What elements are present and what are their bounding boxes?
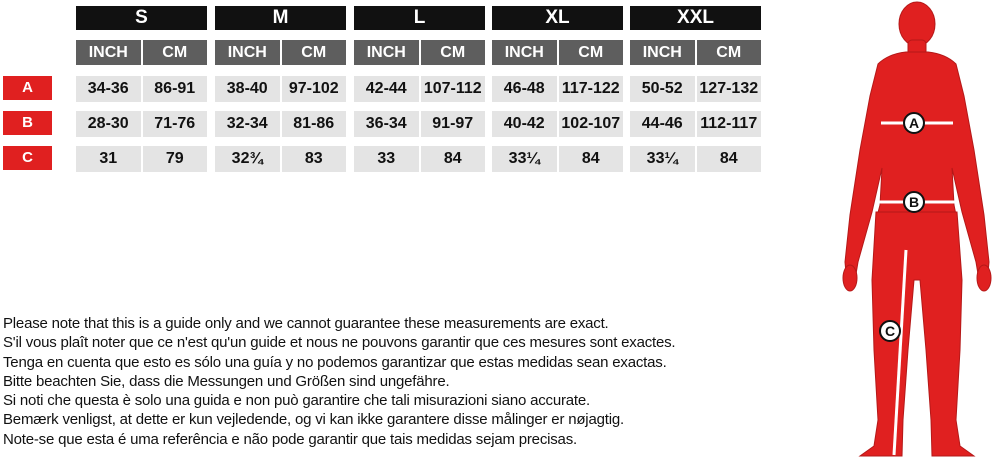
unit-header-row (492, 40, 623, 65)
value-inch: 40-42 (492, 111, 557, 137)
unit-cm: CM (143, 40, 208, 65)
size-row-b (215, 111, 346, 137)
note-french: S'il vous plaît noter que ce n'est qu'un guide et nous ne pouvons garantir que ces mesures sont exactes. (3, 334, 676, 352)
body-measurement-figure (826, 0, 1000, 461)
size-row-a (630, 76, 761, 102)
marker-a (904, 113, 924, 133)
svg-text:C: C (884, 323, 896, 339)
svg-text:A: A (908, 115, 920, 131)
size-column-xxl (630, 6, 761, 181)
size-header: L (354, 6, 485, 30)
size-row-a (76, 76, 207, 102)
value-inch: 33 (354, 146, 419, 172)
body-silhouette-icon (826, 0, 1000, 461)
value-inch: 32-34 (215, 111, 280, 137)
value-cm: 91-97 (421, 111, 486, 137)
value-inch: 31 (76, 146, 141, 172)
unit-header-row (630, 40, 761, 65)
row-label-c: C (3, 146, 52, 170)
note-english: Please note that this is a guide only and we cannot guarantee these measurements are exact. (3, 315, 609, 332)
unit-inch: INCH (630, 40, 695, 65)
marker-b (904, 192, 924, 212)
unit-inch: INCH (492, 40, 557, 65)
value-cm: 84 (421, 146, 486, 172)
note-portuguese: Note-se que esta é uma referência e não pode garantir que tais medidas sejam precisas. (3, 430, 577, 448)
size-header: XXL (630, 6, 761, 30)
value-cm: 81-86 (282, 111, 347, 137)
size-header: XL (492, 6, 623, 30)
unit-cm: CM (559, 40, 624, 65)
unit-cm: CM (282, 40, 347, 65)
unit-cm: CM (421, 40, 486, 65)
size-header: S (76, 6, 207, 30)
size-column-l (354, 6, 485, 181)
size-row-c (76, 146, 207, 172)
value-inch: 33¼ (630, 146, 695, 172)
unit-header-row (76, 40, 207, 65)
value-cm: 112-117 (697, 111, 762, 137)
unit-inch: INCH (215, 40, 280, 65)
size-row-b (76, 111, 207, 137)
note-german: Bitte beachten Sie, dass die Messungen und Größen sind ungefähre. (3, 372, 450, 390)
row-label-a: A (3, 76, 52, 100)
value-cm: 86-91 (143, 76, 208, 102)
note-spanish: Tenga en cuenta que esto es sólo una guía y no podemos garantizar que estas medidas sean exactas. (3, 353, 667, 371)
value-cm: 127-132 (697, 76, 762, 102)
value-inch: 46-48 (492, 76, 557, 102)
value-cm: 83 (282, 146, 347, 172)
value-inch: 28-30 (76, 111, 141, 137)
size-header: M (215, 6, 346, 30)
size-row-c (492, 146, 623, 172)
size-column-m (215, 6, 346, 181)
value-inch: 38-40 (215, 76, 280, 102)
value-cm: 102-107 (559, 111, 624, 137)
value-inch: 50-52 (630, 76, 695, 102)
value-cm: 97-102 (282, 76, 347, 102)
value-cm: 79 (143, 146, 208, 172)
value-inch: 44-46 (630, 111, 695, 137)
disclaimer-notes (3, 314, 675, 449)
size-row-a (492, 76, 623, 102)
value-cm: 107-112 (421, 76, 486, 102)
value-cm: 117-122 (559, 76, 624, 102)
svg-text:B: B (908, 194, 920, 210)
value-inch: 34-36 (76, 76, 141, 102)
value-cm: 84 (697, 146, 762, 172)
value-cm: 71-76 (143, 111, 208, 137)
unit-header-row (215, 40, 346, 65)
size-column-s (76, 6, 207, 181)
size-row-b (630, 111, 761, 137)
value-inch: 42-44 (354, 76, 419, 102)
note-italian: Si noti che questa è solo una guida e non può garantire che tali misurazioni siano accurate. (3, 392, 590, 410)
marker-c (880, 321, 900, 341)
size-column-xl (492, 6, 623, 181)
unit-inch: INCH (354, 40, 419, 65)
size-row-a (215, 76, 346, 102)
unit-cm: CM (697, 40, 762, 65)
size-row-b (354, 111, 485, 137)
value-inch: 32¾ (215, 146, 280, 172)
size-row-a (354, 76, 485, 102)
size-row-b (492, 111, 623, 137)
size-row-c (354, 146, 485, 172)
value-cm: 84 (559, 146, 624, 172)
unit-header-row (354, 40, 485, 65)
row-label-b: B (3, 111, 52, 135)
size-row-c (215, 146, 346, 172)
value-inch: 36-34 (354, 111, 419, 137)
note-danish: Bemærk venligst, at dette er kun vejledende, og vi kan ikke garantere disse målinger er nøjagtig. (3, 411, 624, 429)
size-row-c (630, 146, 761, 172)
unit-inch: INCH (76, 40, 141, 65)
value-inch: 33¼ (492, 146, 557, 172)
